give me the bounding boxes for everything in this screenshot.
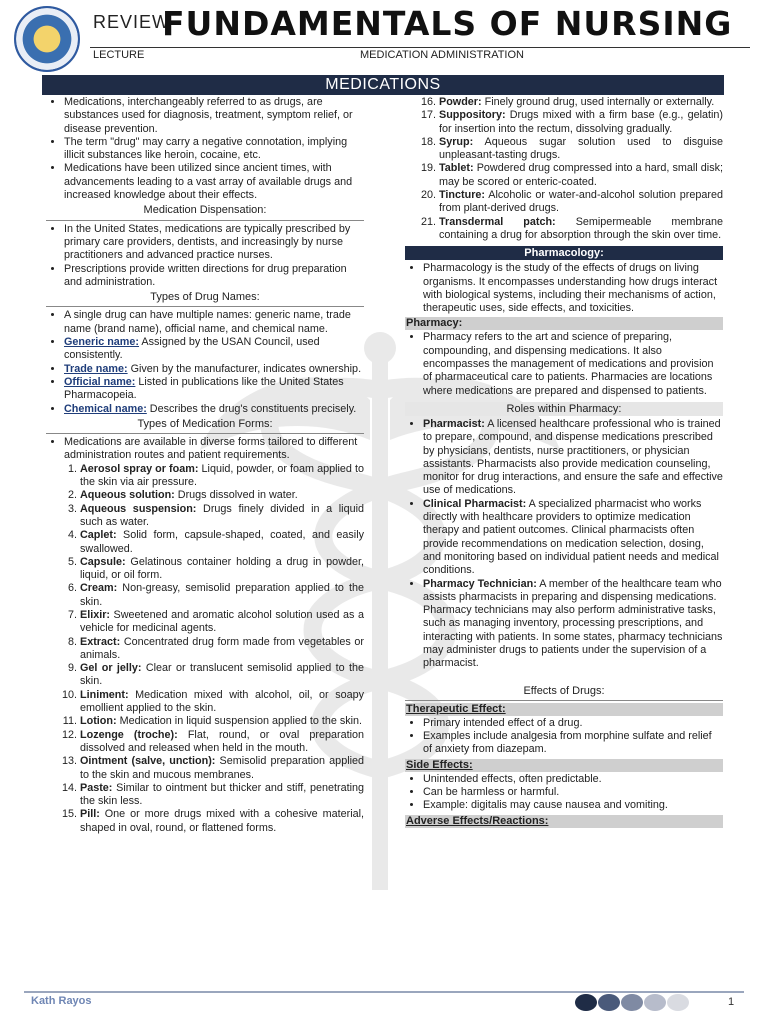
college-logo (14, 6, 80, 72)
list-item: 2. Aqueous solution: Drugs dissolved in water. (80, 489, 364, 502)
pharmacy-list (405, 331, 723, 397)
list-item: 10. Liniment: Medication mixed with alcohol, oil, or soapy emollient applied to the skin. (80, 689, 364, 716)
pharmacology-heading: Pharmacology: (405, 246, 723, 260)
dot-icon (644, 994, 666, 1011)
term: Chemical name: (64, 402, 147, 415)
term: Trade name: (64, 362, 128, 375)
list-item: 12. Lozenge (troche): Flat, round, or oval preparation dissolved and released when held in the mouth. (80, 729, 364, 756)
roles-list (405, 418, 723, 671)
dot-icon (621, 994, 643, 1011)
list-item: • Trade name: Given by the manufacturer, indicates ownership. (64, 363, 364, 376)
effects-heading: Effects of Drugs: (405, 685, 723, 701)
forms-list (46, 463, 364, 835)
list-item: • The term "drug" may carry a negative connotation, implying illicit substances like heroin, cocaine, etc. (64, 136, 364, 163)
dot-icon (575, 994, 597, 1011)
list-item: • Pharmacy refers to the art and science of preparing, compounding, and dispensing medications. It also encompasses the management of medications and provision of pharmaceutical care to patients. Pharmacies are locations where medications are prepared and dispensed to patients. (423, 331, 723, 397)
list-item: 17. Suppository: Drugs mixed with a firm base (e.g., gelatin) for insertion into the rectum, dissolving gradually. (439, 109, 723, 136)
pharmacy-heading: Pharmacy: (405, 317, 723, 330)
list-item: • Official name: Listed in publications like the United States Pharmacopeia. (64, 376, 364, 403)
term: Generic name: (64, 336, 140, 349)
roles-heading: Roles within Pharmacy: (405, 402, 723, 416)
list-item: • Pharmacology is the study of the effects of drugs on living organisms. It encompasses understanding how drugs interact with biological systems, including their mechanisms of action, therapeutic uses, side effects, and toxicities. (423, 262, 723, 315)
author-name: Kath Rayos (31, 995, 92, 1007)
list-item: • Generic name: Assigned by the USAN Council, used consistently. (64, 336, 364, 363)
list-item: 16. Powder: Finely ground drug, used internally or externally. (439, 96, 723, 109)
list-item: 20. Tincture: Alcoholic or water-and-alcohol solution prepared from plant-derived drugs. (439, 189, 723, 216)
lecture-label: LECTURE (93, 49, 145, 61)
list-item: 18. Syrup: Aqueous sugar solution used to disguise unpleasant-tasting drugs. (439, 136, 723, 163)
list-item: • Medications, interchangeably referred to as drugs, are substances used for diagnosis, treatment, symptom relief, or disease prevention. (64, 96, 364, 136)
list-item: • In the United States, medications are typically prescribed by primary care providers, dentists, and increasingly by nurse practitioners and advanced practice nurses. (64, 223, 364, 263)
dispensation-list (46, 223, 364, 289)
section-banner: MEDICATIONS (42, 75, 724, 95)
forms-heading: Types of Medication Forms: (46, 418, 364, 434)
right-column (405, 96, 723, 829)
list-item: • Pharmacist: A licensed healthcare professional who is trained to prepare, compound, and dispense medications prescribed by physicians, dentists, nurse practitioners, or physician assistants. Pharmacists also provide medication counseling, monitor for drug interactions, and ensure the safe and effective use of medications. (423, 418, 723, 498)
list-item: 8. Extract: Concentrated drug form made from vegetables or animals. (80, 636, 364, 663)
drug-names-list (46, 309, 364, 415)
dispensation-heading: Medication Dispensation: (46, 204, 364, 220)
document-title: FUNDAMENTALS OF NURSING (162, 4, 733, 43)
list-item: 14. Paste: Similar to ointment but thicker and stiff, penetrating the skin less. (80, 782, 364, 809)
header-divider (90, 47, 750, 48)
list-item: • Example: digitalis may cause nausea and vomiting. (423, 799, 723, 812)
adverse-effects-heading: Adverse Effects/Reactions: (405, 815, 723, 828)
side-effects-list (405, 773, 723, 813)
footer-divider (24, 991, 744, 993)
list-item: • Chemical name: Describes the drug's constituents precisely. (64, 403, 364, 416)
side-effects-heading: Side Effects: (405, 759, 723, 772)
list-item: • Clinical Pharmacist: A specialized pharmacist who works directly with healthcare providers to optimize medication therapy and patient outcomes. Clinical pharmacists often provide recommendations on medication selection, dosing, and monitoring based on individual patient needs and medical conditions. (423, 498, 723, 578)
list-item: 7. Elixir: Sweetened and aromatic alcohol solution used as a vehicle for medicinal agents. (80, 609, 364, 636)
list-item: • Pharmacy Technician: A member of the healthcare team who assists pharmacists in preparing and dispensing medications. Pharmacy technicians may also perform administrative tasks, such as managing inventory, processing prescriptions, and interacting with patients. In some states, pharmacy technicians may administer drugs to patients under the supervision of a pharmacist. (423, 578, 723, 671)
list-item: • Unintended effects, often predictable. (423, 773, 723, 786)
dot-icon (598, 994, 620, 1011)
forms-intro-list (46, 436, 364, 463)
list-item: • Prescriptions provide written directions for drug preparation and administration. (64, 263, 364, 290)
subject-label: MEDICATION ADMINISTRATION (360, 49, 524, 61)
drug-names-heading: Types of Drug Names: (46, 291, 364, 307)
list-item: 13. Ointment (salve, unction): Semisolid preparation applied to the skin and mucous membranes. (80, 755, 364, 782)
list-item: 9. Gel or jelly: Clear or translucent semisolid applied to the skin. (80, 662, 364, 689)
intro-list (46, 96, 364, 202)
therapeutic-heading: Therapeutic Effect: (405, 703, 723, 716)
review-label: REVIEW (93, 12, 171, 32)
term: Official name: (64, 375, 136, 388)
list-item: • Medications have been utilized since ancient times, with advancements leading to a vast array of available drugs and increased knowledge about their effects. (64, 162, 364, 202)
pharmacology-list (405, 262, 723, 315)
page-number: 1 (728, 996, 735, 1008)
list-item: 21. Transdermal patch: Semipermeable membrane containing a drug for absorption through the skin over time. (439, 216, 723, 243)
list-item: • Examples include analgesia from morphine sulfate and relief of anxiety from diazepam. (423, 730, 723, 757)
list-item: 3. Aqueous suspension: Drugs finely divided in a liquid such as water. (80, 503, 364, 530)
list-item: 4. Caplet: Solid form, capsule-shaped, coated, and easily swallowed. (80, 529, 364, 556)
list-item: 1. Aerosol spray or foam: Liquid, powder, or foam applied to the skin via air pressure. (80, 463, 364, 490)
left-column (46, 96, 364, 835)
therapeutic-list (405, 717, 723, 757)
list-item: 11. Lotion: Medication in liquid suspension applied to the skin. (80, 715, 364, 728)
list-item: • Can be harmless or harmful. (423, 786, 723, 799)
list-item: • Medications are available in diverse forms tailored to different administration routes and patient requirements. (64, 436, 364, 463)
list-item: 15. Pill: One or more drugs mixed with a cohesive material, shaped in oval, round, or flattened forms. (80, 808, 364, 835)
list-item: 19. Tablet: Powdered drug compressed into a hard, small disk; may be scored or enteric-coated. (439, 162, 723, 189)
forms-list-continued (405, 96, 723, 242)
list-item: • A single drug can have multiple names: generic name, trade name (brand name), official name, and chemical name. (64, 309, 364, 336)
list-item: • Primary intended effect of a drug. (423, 717, 723, 730)
dot-icon (667, 994, 689, 1011)
list-item: 6. Cream: Non-greasy, semisolid preparation applied to the skin. (80, 582, 364, 609)
list-item: 5. Capsule: Gelatinous container holding a drug in powder, liquid, or oil form. (80, 556, 364, 583)
page-header (0, 0, 768, 72)
